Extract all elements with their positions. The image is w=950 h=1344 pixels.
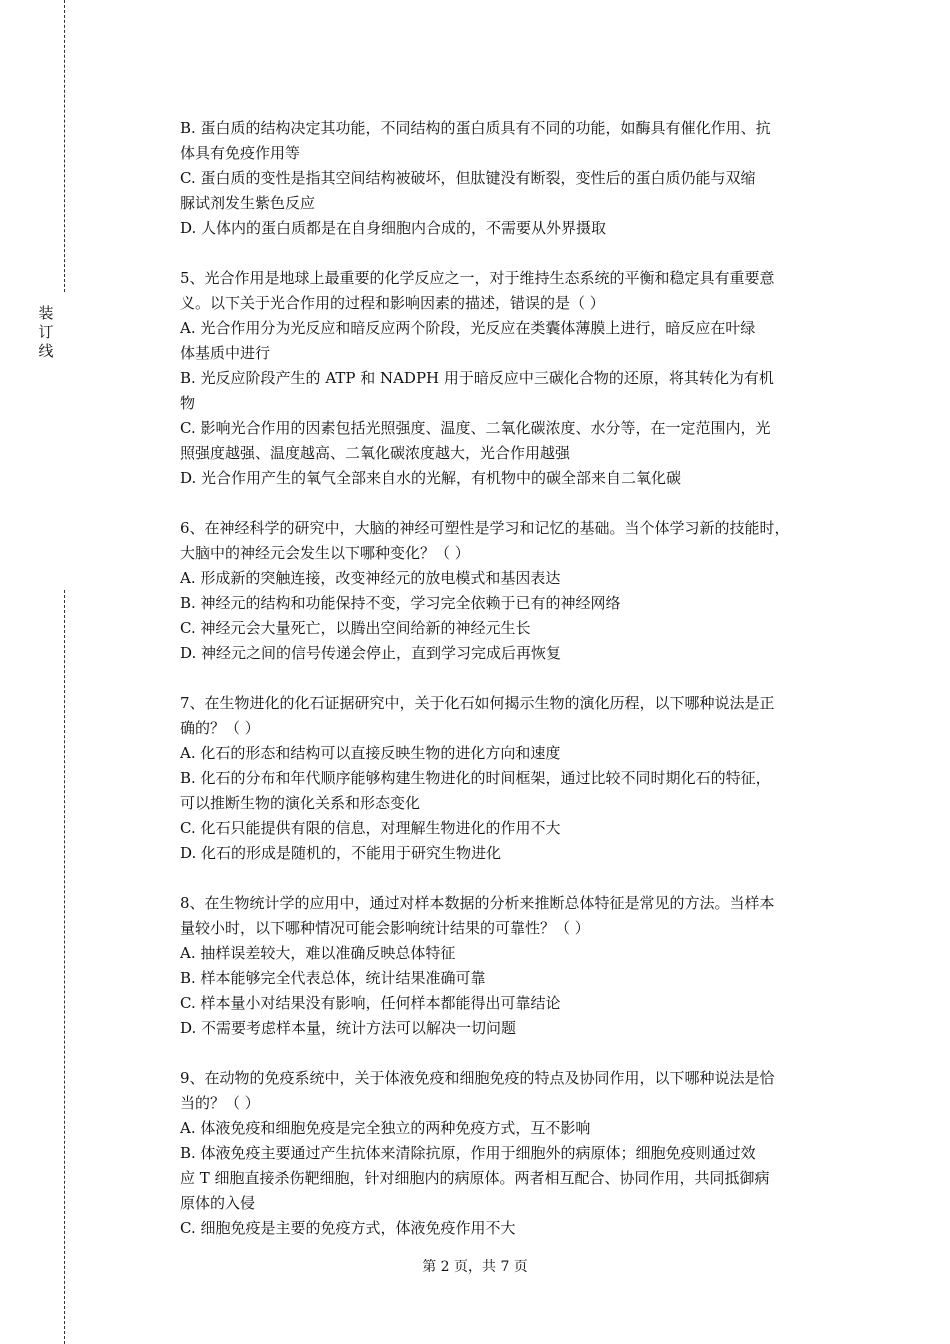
block-gap [180, 666, 852, 691]
text-line: 当的？（ ） [180, 1094, 260, 1112]
text-line: D. 人体内的蛋白质都是在自身细胞内合成的，不需要从外界摄取 [180, 219, 607, 237]
question-content [180, 116, 852, 1241]
text-line: 9、在动物的免疫系统中，关于体液免疫和细胞免疫的特点及协同作用，以下哪种说法是恰 [180, 1069, 775, 1087]
question-block [180, 516, 852, 666]
text-line: B. 体液免疫主要通过产生抗体来清除抗原，作用于细胞外的病原体；细胞免疫则通过效 [180, 1144, 756, 1162]
text-line: 照强度越强、温度越高、二氧化碳浓度越大，光合作用越强 [180, 444, 571, 462]
binding-line-top [64, 0, 65, 292]
text-line: B. 光反应阶段产生的 ATP 和 NADPH 用于暗反应中三碳化合物的还原，将其转化为有机 [180, 369, 774, 387]
block-gap [180, 1041, 852, 1066]
text-line: D. 神经元之间的信号传递会停止，直到学习完成后再恢复 [180, 644, 562, 662]
text-line: 原体的入侵 [180, 1194, 256, 1212]
question-block [180, 116, 852, 241]
question-block [180, 691, 852, 866]
text-line: 体基质中进行 [180, 344, 271, 362]
text-line: 物 [180, 394, 196, 412]
text-line: 确的？（ ） [180, 719, 260, 737]
text-line: D. 不需要考虑样本量，统计方法可以解决一切问题 [180, 1019, 517, 1037]
question-block [180, 1066, 852, 1241]
text-line: C. 样本量小对结果没有影响，任何样本都能得出可靠结论 [180, 994, 561, 1012]
text-line: C. 影响光合作用的因素包括光照强度、温度、二氧化碳浓度、水分等，在一定范围内，光 [180, 419, 771, 437]
page-footer: 第 2 页，共 7 页 [422, 1259, 528, 1275]
text-line: D. 化石的形成是随机的，不能用于研究生物进化 [180, 844, 502, 862]
text-line: B. 神经元的结构和功能保持不变，学习完全依赖于已有的神经网络 [180, 594, 621, 612]
text-line: B. 样本能够完全代表总体，统计结果准确可靠 [180, 969, 486, 987]
text-line: 大脑中的神经元会发生以下哪种变化？（ ） [180, 544, 470, 562]
block-gap [180, 866, 852, 891]
text-line: 体具有免疫作用等 [180, 144, 301, 162]
block-gap [180, 241, 852, 266]
text-line: B. 蛋白质的结构决定其功能，不同结构的蛋白质具有不同的功能，如酶具有催化作用、抗 [180, 119, 771, 137]
text-line: B. 化石的分布和年代顺序能够构建生物进化的时间框架，通过比较不同时期化石的特征， [180, 769, 771, 787]
text-line: D. 光合作用产生的氧气全部来自水的光解，有机物中的碳全部来自二氧化碳 [180, 469, 682, 487]
question-block [180, 266, 852, 491]
text-line: 脲试剂发生紫色反应 [180, 194, 316, 212]
question-block [180, 891, 852, 1041]
text-line: C. 蛋白质的变性是指其空间结构被破坏，但肽键没有断裂，变性后的蛋白质仍能与双缩 [180, 169, 756, 187]
text-line: 应 T 细胞直接杀伤靶细胞，针对细胞内的病原体。两者相互配合、协同作用，共同抵御病 [180, 1169, 770, 1187]
binding-label: 装 订 线 [38, 304, 54, 360]
text-line: A. 化石的形态和结构可以直接反映生物的进化方向和速度 [180, 744, 561, 762]
text-line: A. 光合作用分为光反应和暗反应两个阶段，光反应在类囊体薄膜上进行，暗反应在叶绿 [180, 319, 756, 337]
text-line: C. 细胞免疫是主要的免疫方式，体液免疫作用不大 [180, 1219, 516, 1237]
text-line: C. 神经元会大量死亡，以腾出空间给新的神经元生长 [180, 619, 531, 637]
binding-line-bottom [64, 590, 65, 1344]
block-gap [180, 491, 852, 516]
text-line: 8、在生物统计学的应用中，通过对样本数据的分析来推断总体特征是常见的方法。当样本 [180, 894, 775, 912]
text-line: 量较小时，以下哪种情况可能会影响统计结果的可靠性？（ ） [180, 919, 590, 937]
text-line: 5、光合作用是地球上最重要的化学反应之一，对于维持生态系统的平衡和稳定具有重要意 [180, 269, 775, 287]
text-line: 7、在生物进化的化石证据研究中，关于化石如何揭示生物的演化历程，以下哪种说法是正 [180, 694, 775, 712]
text-line: A. 抽样误差较大，难以准确反映总体特征 [180, 944, 456, 962]
text-line: A. 体液免疫和细胞免疫是完全独立的两种免疫方式，互不影响 [180, 1119, 591, 1137]
text-line: C. 化石只能提供有限的信息，对理解生物进化的作用不大 [180, 819, 561, 837]
text-line: 6、在神经科学的研究中，大脑的神经可塑性是学习和记忆的基础。当个体学习新的技能时， [180, 519, 790, 537]
text-line: A. 形成新的突触连接，改变神经元的放电模式和基因表达 [180, 569, 561, 587]
text-line: 可以推断生物的演化关系和形态变化 [180, 794, 421, 812]
text-line: 义。以下关于光合作用的过程和影响因素的描述，错误的是（ ） [180, 294, 605, 312]
